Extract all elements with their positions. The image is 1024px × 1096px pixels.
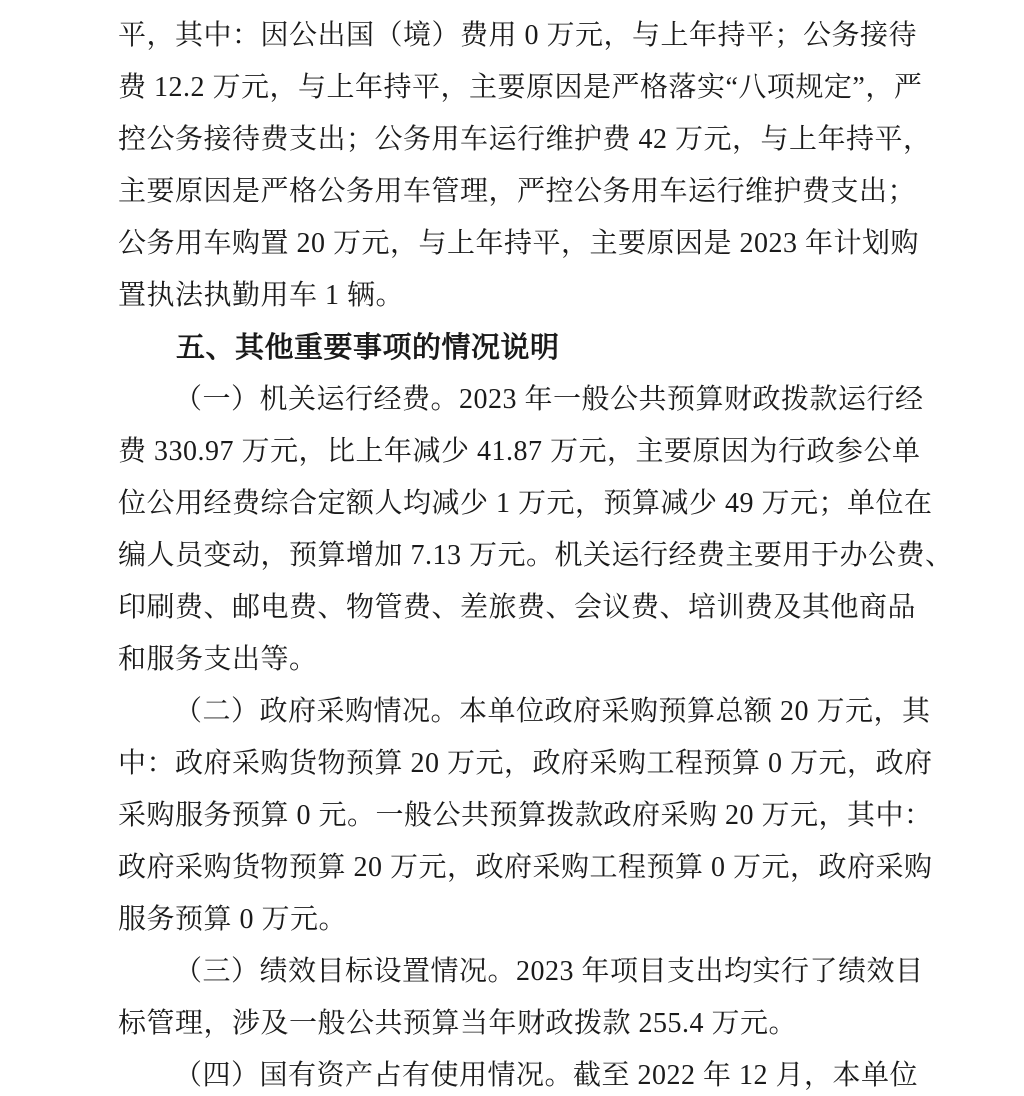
document-line: 和服务支出等。 [118, 644, 318, 675]
document-line: 编人员变动，预算增加 7.13 万元。机关运行经费主要用于办公费、 [118, 540, 954, 571]
document-line: 政府采购货物预算 20 万元，政府采购工程预算 0 万元，政府采购 [118, 852, 933, 883]
document-line: 费 12.2 万元，与上年持平，主要原因是严格落实“八项规定”，严 [118, 72, 923, 103]
document-line: 费 330.97 万元，比上年减少 41.87 万元，主要原因为行政参公单 [118, 436, 921, 467]
document-text-block [118, 10, 954, 1096]
paragraph-lead-line: （四）国有资产占有使用情况。截至 2022 年 12 月，本单位 [174, 1060, 919, 1091]
document-line: 印刷费、邮电费、物管费、差旅费、会议费、培训费及其他商品 [118, 592, 917, 623]
section-heading: 五、其他重要事项的情况说明 [176, 332, 560, 364]
paragraph-lead-line: （二）政府采购情况。本单位政府采购预算总额 20 万元，其 [174, 696, 931, 727]
document-line: 服务预算 0 万元。 [118, 904, 348, 935]
document-line: 采购服务预算 0 元。一般公共预算拨款政府采购 20 万元，其中： [118, 800, 933, 831]
paragraph-lead-line: （一）机关运行经费。2023 年一般公共预算财政拨款运行经 [174, 384, 924, 415]
paragraph-lead-line: （三）绩效目标设置情况。2023 年项目支出均实行了绩效目 [174, 956, 924, 987]
document-line: 平，其中：因公出国（境）费用 0 万元，与上年持平；公务接待 [118, 20, 918, 51]
document-line: 控公务接待费支出；公务用车运行维护费 42 万元，与上年持平， [118, 124, 932, 155]
document-line: 位公用经费综合定额人均减少 1 万元，预算减少 49 万元；单位在 [118, 488, 933, 519]
document-line: 公务用车购置 20 万元，与上年持平，主要原因是 2023 年计划购 [118, 228, 920, 259]
document-line: 主要原因是严格公务用车管理，严控公务用车运行维护费支出； [118, 176, 917, 207]
document-line: 标管理，涉及一般公共预算当年财政拨款 255.4 万元。 [118, 1008, 798, 1039]
document-line: 置执法执勤用车 1 辆。 [118, 280, 405, 311]
document-line: 中：政府采购货物预算 20 万元，政府采购工程预算 0 万元，政府 [118, 748, 933, 779]
